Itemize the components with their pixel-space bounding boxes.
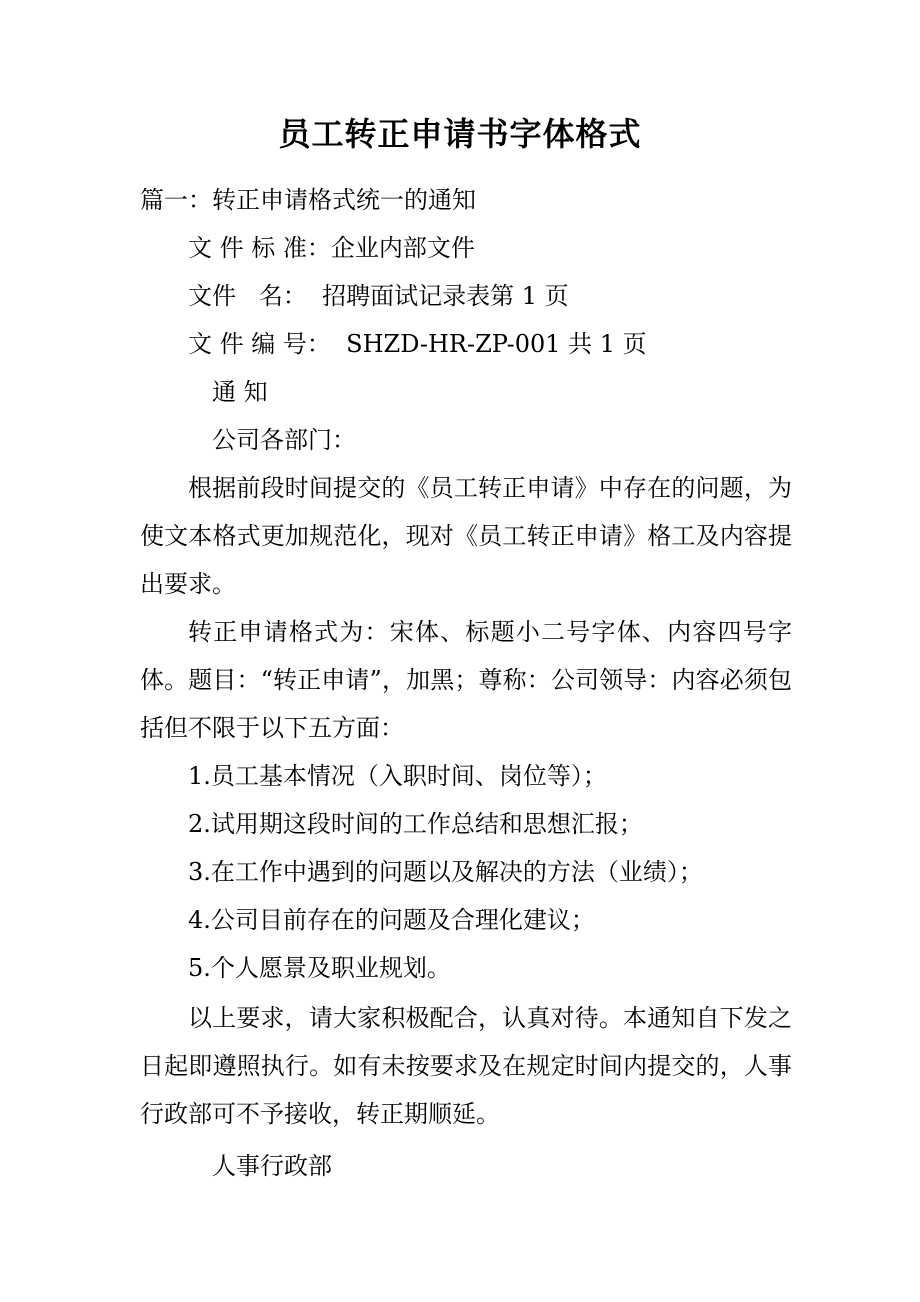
requirement-item: 1.员工基本情况（入职时间、岗位等）；	[188, 762, 607, 790]
requirement-item: 3.在工作中遇到的问题以及解决的方法（业绩）；	[188, 858, 703, 886]
requirement-item: 4.公司目前存在的问题及合理化建议；	[188, 906, 595, 934]
section-heading: 篇一：转正申请格式统一的通知	[140, 186, 476, 214]
salutation: 公司各部门：	[212, 426, 356, 454]
body-paragraph: 转正申请格式为：宋体、标题小二号字体、内容四号字体。题目：“转正申请”，加黑；尊称：公司领导：内容必须包括但不限于以下五方面：	[140, 618, 792, 742]
document-title: 员工转正申请书字体格式	[278, 115, 642, 153]
body-paragraph: 根据前段时间提交的《员工转正申请》中存在的问题，为使文本格式更加规范化，现对《员工转正申请》格工及内容提出要求。	[140, 474, 792, 598]
meta-file-number: 文 件 编 号： SHZD-HR-ZP-001 共 1 页	[188, 330, 647, 358]
requirement-item: 5.个人愿景及职业规划。	[188, 954, 451, 982]
meta-standard: 文 件 标 准：企业内部文件	[188, 234, 475, 262]
signature: 人事行政部	[212, 1152, 332, 1180]
notice-heading: 通 知	[212, 378, 268, 406]
meta-file-name: 文件 名： 招聘面试记录表第 1 页	[188, 282, 569, 310]
requirement-item: 2.试用期这段时间的工作总结和思想汇报；	[188, 810, 643, 838]
closing-paragraph: 以上要求，请大家积极配合，认真对待。本通知自下发之日起即遵照执行。如有未按要求及在规定时间内提交的，人事行政部可不予接收，转正期顺延。	[140, 1004, 792, 1128]
